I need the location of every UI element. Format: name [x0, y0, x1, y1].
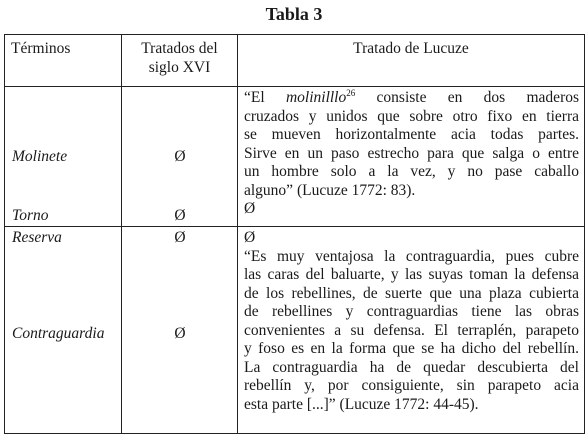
quote-line: de rebellines y contraguardias tiene las obras — [244, 303, 579, 320]
quote-line: de los rebellines, de suerte que una plaza cubierta — [244, 284, 579, 302]
data-table — [4, 34, 585, 434]
table-row — [5, 87, 585, 227]
terms-cell — [5, 87, 122, 227]
lucuze-quote-contraguardia — [238, 227, 584, 417]
quote-line: esta parte [...]” (Lucuze 1772: 44-45). — [244, 395, 479, 413]
quote-line: cruzados y unidos que sobre otro fixo en tierra — [244, 107, 579, 125]
term-reserva: Reserva — [12, 229, 62, 246]
quote-line: las caras del baluarte, y las suyas toman la defensa — [244, 266, 579, 283]
table-row — [5, 227, 585, 434]
footnote-marker: 26 — [346, 88, 356, 98]
empty-set-symbol: Ø — [174, 148, 186, 165]
lucuze-quote-molinete — [238, 87, 584, 222]
terms-cell — [5, 227, 122, 434]
quote-line: Sirve en un paso estrecho para que salga o entre — [244, 144, 579, 162]
symbol-cell — [122, 87, 238, 227]
quote-line: un hombre solo a la vez, y no pase caballo — [244, 163, 579, 180]
header-16th-century-treatises — [122, 35, 238, 87]
symbol-cell — [122, 227, 238, 434]
header-lucuze-treatise: Tratado de Lucuze — [238, 35, 585, 87]
term-molinete: Molinete — [12, 148, 68, 165]
header-row — [5, 35, 585, 87]
header-16c-line1: Tratados del — [141, 40, 218, 57]
quote-line: “El molinilllo$^{26}$ consiste en dos maderos — [244, 88, 580, 106]
header-terms: Términos — [5, 35, 122, 87]
empty-set-symbol: Ø — [244, 200, 256, 217]
lucuze-quote-cell — [238, 87, 585, 227]
empty-set-symbol: Ø — [244, 229, 256, 246]
quote-line: alguno” (Lucuze 1772: 83). — [244, 181, 416, 199]
empty-set-symbol: Ø — [174, 207, 186, 224]
quote-line: rebellín y, por consiguiente, sin parapeto acia — [244, 377, 579, 394]
term-torno: Torno — [12, 207, 49, 224]
quote-line: se mueven horizontalmente acia todas partes. — [244, 126, 579, 143]
quote-line: convenientes a su defensa. El terraplén, parapeto — [244, 321, 579, 339]
quote-line: “Es muy ventajosa la contraguardia, pues cubre — [244, 247, 579, 265]
table-title: Tabla 3 — [265, 4, 323, 24]
empty-set-symbol: Ø — [174, 325, 186, 342]
header-16c-line2: siglo XVI — [148, 58, 211, 76]
quote-line: y foso es en la forma que se ha dicho del rebellín. — [244, 340, 579, 357]
term-contraguardia: Contraguardia — [12, 325, 105, 342]
empty-set-symbol: Ø — [174, 229, 186, 246]
quote-line: La contraguardia ha de quedar descubierta del — [244, 358, 579, 376]
lucuze-quote-cell — [238, 227, 585, 434]
